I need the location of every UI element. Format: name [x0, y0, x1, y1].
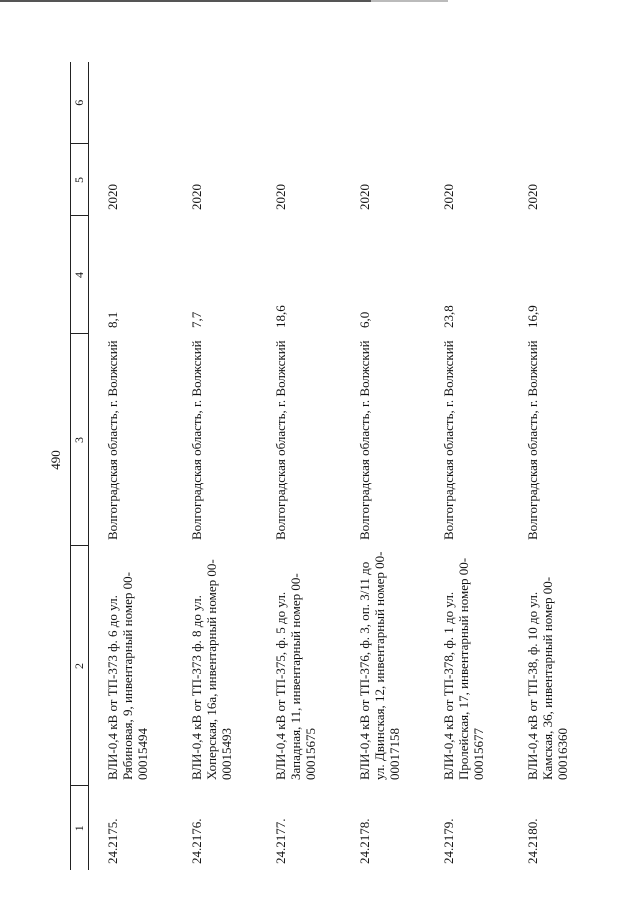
- row-note: [173, 62, 257, 144]
- row-location: Волгоградская область, г. Волжский: [105, 340, 120, 540]
- column-header-3: 3: [71, 334, 89, 546]
- column-header-2: 2: [71, 546, 89, 786]
- row-note: [257, 62, 341, 144]
- row-year: 2020: [357, 184, 372, 210]
- column-header-6: 6: [71, 62, 89, 144]
- row-year: 2020: [189, 184, 204, 210]
- page-number: 490: [48, 450, 63, 470]
- row-name: ВЛИ-0,4 кВ от ТП-375, ф. 5 до ул. Западная, 11, инвентарный номер 00-00015675: [273, 573, 318, 780]
- row-year: 2020: [273, 184, 288, 210]
- row-location: Волгоградская область, г. Волжский: [273, 340, 288, 540]
- row-name: ВЛИ-0,4 кВ от ТП-38, ф. 10 до ул. Камская, 36, инвентарный номер 00-00016360: [525, 576, 570, 780]
- top-rule: [0, 0, 640, 2]
- rotated-page: [40, 40, 600, 880]
- row-year: 2020: [525, 184, 540, 210]
- row-location: Волгоградская область, г. Волжский: [441, 340, 456, 540]
- row-length: 23,8: [441, 305, 456, 328]
- table-row: [173, 62, 257, 870]
- table-row: [509, 62, 593, 870]
- registry-table: [70, 62, 593, 870]
- row-length: 7,7: [189, 311, 204, 328]
- row-year: 2020: [441, 184, 456, 210]
- row-id: 24.2180.: [525, 818, 540, 864]
- table-row: [425, 62, 509, 870]
- column-header-1: 1: [71, 786, 89, 870]
- row-note: [89, 62, 174, 144]
- column-header-4: 4: [71, 216, 89, 334]
- header-row: [71, 62, 89, 870]
- table-row: [89, 62, 174, 870]
- column-header-5: 5: [71, 144, 89, 216]
- row-id: 24.2176.: [189, 818, 204, 864]
- row-location: Волгоградская область, г. Волжский: [357, 340, 372, 540]
- row-id: 24.2178.: [357, 818, 372, 864]
- row-location: Волгоградская область, г. Волжский: [525, 340, 540, 540]
- table-row: [341, 62, 425, 870]
- row-id: 24.2175.: [105, 818, 120, 864]
- row-note: [509, 62, 593, 144]
- table-row: [257, 62, 341, 870]
- row-note: [425, 62, 509, 144]
- row-location: Волгоградская область, г. Волжский: [189, 340, 204, 540]
- row-id: 24.2179.: [441, 818, 456, 864]
- row-name: ВЛИ-0,4 кВ от ТП-373 ф. 6 до ул. Рябиновая, 9, инвентарный номер 00-00015494: [105, 572, 150, 780]
- row-name: ВЛИ-0,4 кВ от ТП-376, ф. 3, оп. 3/11 до ул. Двинская, 12, инвентарный номер 00-00017158: [357, 551, 402, 780]
- row-name: ВЛИ-0,4 кВ от ТП-373 ф. 8 до ул. Хоперская, 16а, инвентарный номер 00-00015493: [189, 559, 234, 780]
- row-length: 18,6: [273, 305, 288, 328]
- row-length: 16,9: [525, 305, 540, 328]
- row-note: [341, 62, 425, 144]
- row-name: ВЛИ-0,4 кВ от ТП-378, ф. 1 до ул. Пролейская, 17, инвентарный номер 00-00015677: [441, 557, 486, 780]
- row-id: 24.2177.: [273, 818, 288, 864]
- row-length: 8,1: [105, 311, 120, 328]
- row-year: 2020: [105, 184, 120, 210]
- row-length: 6,0: [357, 311, 372, 328]
